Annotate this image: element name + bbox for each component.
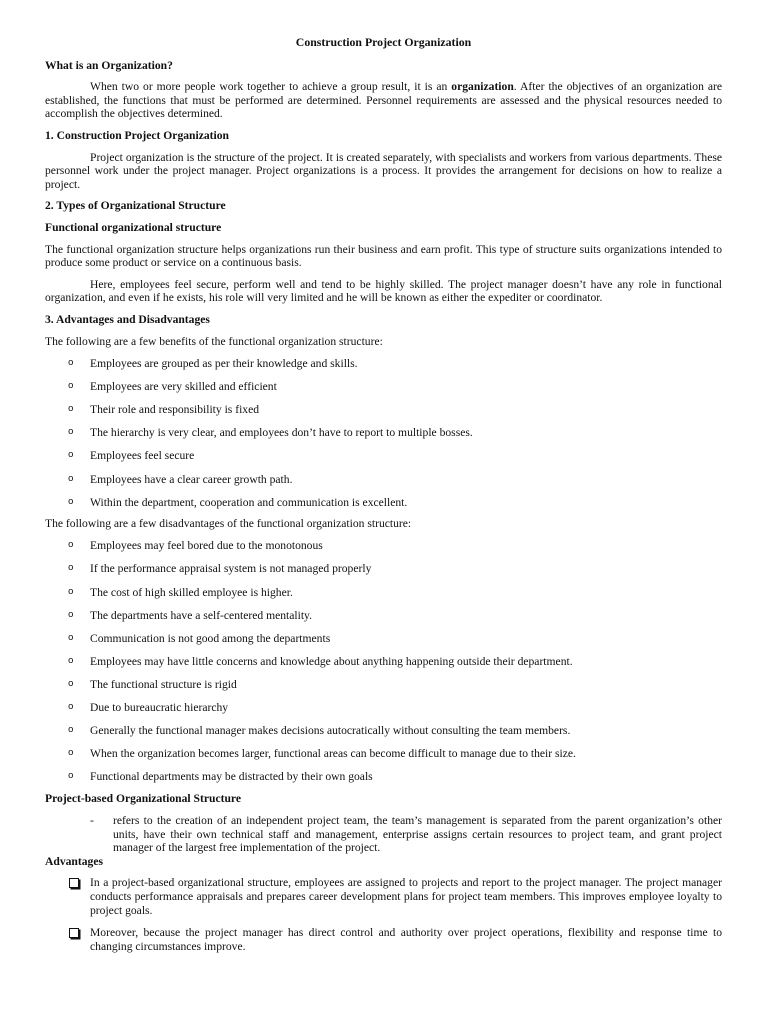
list-item [45, 496, 722, 510]
list-item [45, 357, 722, 371]
paragraph-what-is-organization [45, 80, 722, 121]
paragraph-functional-1: The functional organization structure helps organizations run their business and earn profit. This type of structure suits organizations intended to produce some product or service on a continuous basis. [45, 242, 722, 270]
hollow-circle-bullet-icon: o [68, 358, 74, 369]
list-item-text: Due to bureaucratic hierarchy [90, 701, 229, 714]
list-item-text: Employees feel secure [90, 449, 195, 463]
bold-term-organization: organization [451, 80, 514, 94]
heading-what-is-organization: What is an Organization? [45, 58, 173, 72]
hollow-circle-bullet-icon: o [68, 725, 74, 736]
benefits-list [45, 357, 722, 509]
heading-project-based-structure: Project-based Organizational Structure [45, 792, 241, 806]
list-item-text: When the organization becomes larger, functional areas can become difficult to manage due to their size. [90, 747, 576, 761]
heading-advantages-disadvantages: 3. Advantages and Disadvantages [45, 312, 210, 326]
hollow-circle-bullet-icon: o [68, 381, 74, 392]
list-item-text: Employees are very skilled and efficient [90, 380, 277, 394]
hollow-circle-bullet-icon: o [68, 404, 74, 415]
list-item [45, 770, 722, 784]
list-item [45, 701, 722, 715]
list-item-text: Functional departments may be distracted by their own goals [90, 770, 373, 784]
hollow-circle-bullet-icon: o [68, 496, 74, 507]
hollow-circle-bullet-icon: o [68, 609, 74, 620]
list-item-text: The departments have a self-centered mentality. [90, 608, 313, 622]
list-item-text: Employees may feel bored due to the monotonous [90, 539, 323, 553]
heading-types-of-structure: 2. Types of Organizational Structure [45, 199, 226, 213]
list-item-text: Employees have a clear career growth path. [90, 472, 293, 486]
list-item [45, 655, 722, 669]
list-item [45, 926, 722, 953]
heading-construction-project-organization: 1. Construction Project Organization [45, 128, 229, 142]
list-item [45, 747, 722, 761]
dash-marker: - [90, 813, 94, 827]
paragraph-text: When two or more people work together to achieve a group result, it is an [90, 80, 452, 94]
document-title: Construction Project Organization [295, 35, 472, 49]
paragraph-functional-2: Here, employees feel secure, perform well and tend to be highly skilled. The project manager doesn’t have any role in functional organization, and even if he exists, his role will very limited and he will be known as either the expediter or coordinator. [45, 277, 722, 305]
hollow-circle-bullet-icon: o [68, 427, 74, 438]
hollow-circle-bullet-icon: o [68, 748, 74, 759]
list-item [45, 539, 722, 553]
list-item [45, 724, 722, 738]
document-page [45, 36, 722, 962]
list-item [45, 426, 722, 440]
list-item-text: In a project-based organizational structure, employees are assigned to projects and report to the project manager. The project manager conducts performance appraisals and prepares career development plans for project team members. This improves employee loyalty to project goals. [90, 876, 722, 917]
hollow-circle-bullet-icon: o [68, 540, 74, 551]
list-item [45, 632, 722, 646]
list-item-text: Communication is not good among the departments [90, 631, 331, 645]
list-item [45, 586, 722, 600]
list-item-text: Within the department, cooperation and communication is excellent. [90, 495, 408, 509]
hollow-circle-bullet-icon: o [68, 632, 74, 643]
hollow-circle-bullet-icon: o [68, 563, 74, 574]
subheading-functional-structure: Functional organizational structure [45, 220, 222, 234]
hollow-circle-bullet-icon: o [68, 586, 74, 597]
benefits-intro: The following are a few benefits of the functional organization structure: [45, 334, 383, 348]
list-item [45, 609, 722, 623]
list-item [45, 562, 722, 576]
hollow-circle-bullet-icon: o [68, 655, 74, 666]
hollow-circle-bullet-icon: o [68, 702, 74, 712]
project-based-definition-text: refers to the creation of an independent project team, the team’s management is separated from the parent organization’s other units, have their own technical staff and management, enterprise assigns certain resources to project team, and grant project manager of the largest free implementation of the project. [113, 813, 722, 855]
hollow-circle-bullet-icon: o [68, 771, 74, 782]
list-item-text: Moreover, because the project manager has direct control and authority over project operations, flexibility and response time to changing circumstances improve. [90, 926, 722, 953]
list-item-text: The functional structure is rigid [90, 677, 237, 691]
hollow-circle-bullet-icon: o [68, 450, 74, 461]
list-item [45, 403, 722, 417]
disadvantages-list [45, 539, 722, 784]
heading-advantages: Advantages [45, 854, 103, 868]
square-bullet-icon [69, 928, 79, 938]
list-item [45, 380, 722, 394]
advantages-list [45, 876, 722, 953]
list-item-text: The cost of high skilled employee is higher. [90, 585, 293, 599]
list-item-text: Their role and responsibility is fixed [90, 403, 260, 417]
list-item-text: The hierarchy is very clear, and employees don’t have to report to multiple bosses. [90, 426, 473, 440]
disadvantages-intro: The following are a few disadvantages of the functional organization structure: [45, 516, 412, 530]
list-item-text: If the performance appraisal system is not managed properly [90, 562, 372, 576]
list-item [45, 473, 722, 487]
hollow-circle-bullet-icon: o [68, 678, 74, 689]
paragraph-construction-project-organization: Project organization is the structure of the project. It is created separately, with specialists and workers from various departments. These personnel work under the project manager. Project organizations is a process. It provides the arrangement for decisions on how to realize a project. [45, 150, 722, 191]
list-item-text: Generally the functional manager makes decisions autocratically without consulting the team members. [90, 724, 571, 738]
list-item [45, 678, 722, 692]
hollow-circle-bullet-icon: o [68, 473, 74, 484]
list-item [45, 876, 722, 917]
list-item-text: Employees may have little concerns and knowledge about anything happening outside their department. [90, 654, 573, 668]
square-bullet-icon [69, 878, 79, 888]
paragraph-text: . After the objectives of an organization are established, the functions that must be performed are determined. Personnel requirements are assessed and the physical resources needed to accomplish the objectives determined. [45, 80, 722, 121]
list-item-text: Employees are grouped as per their knowledge and skills. [90, 357, 358, 371]
list-item [45, 449, 722, 463]
project-based-definition [45, 814, 722, 855]
